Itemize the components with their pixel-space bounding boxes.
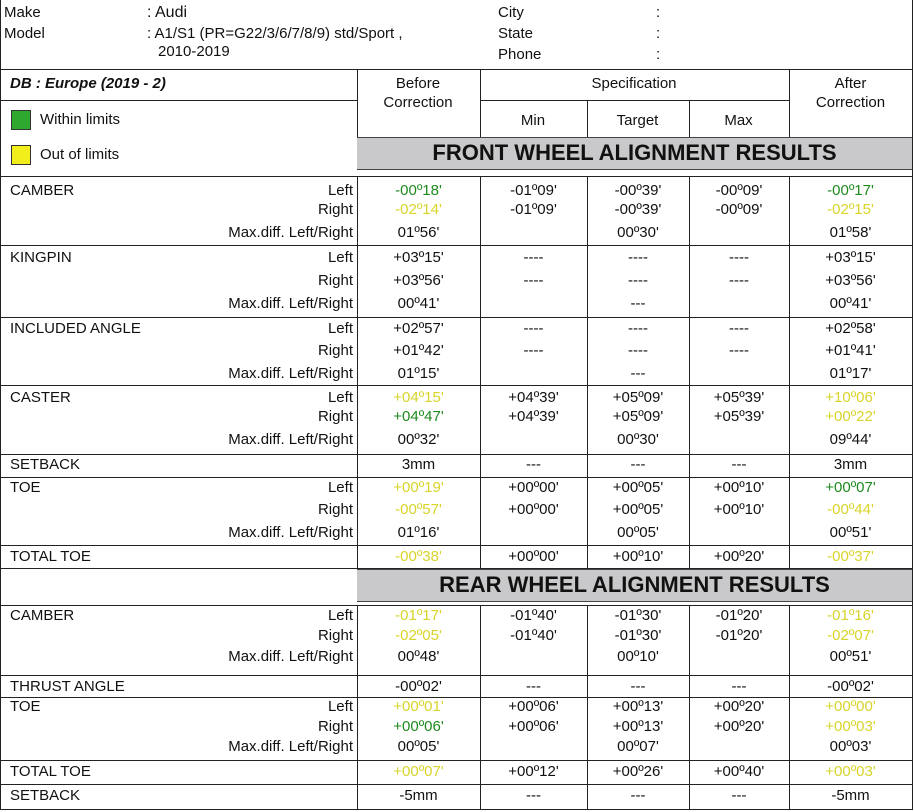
phone-label: Phone [498,46,542,63]
after-value: -02º07' [827,627,874,644]
target-value: --- [630,365,646,382]
after-header-1: After [834,75,867,92]
after-value: -02º15' [827,201,874,218]
min-value: +04º39' [508,408,559,425]
min-value: +00º00' [508,501,559,518]
city-label: City [498,4,524,21]
grid-line [912,0,913,810]
param-label: THRUST ANGLE [10,678,125,695]
before-header-2: Correction [383,94,453,111]
after-value: +02º58' [825,320,876,337]
grid-line [480,100,789,101]
min-value: +00º00' [508,479,559,496]
min-value: +00º06' [508,718,559,735]
after-value: -00º02' [827,678,874,695]
after-value: 00º03' [829,738,872,755]
max-header: Max [724,112,753,129]
param-label: TOTAL TOE [10,548,91,565]
after-value: 00º51' [829,648,872,665]
max-value: +00º20' [713,548,765,565]
after-value: +00º03' [825,718,876,735]
max-value: ---- [729,320,749,337]
param-label: INCLUDED ANGLE [10,320,141,337]
before-value: -01º17' [395,607,442,624]
before-value: +04º47' [393,408,444,425]
grid-line [0,760,913,761]
param-label: SETBACK [10,456,81,473]
side-label: Left [327,320,353,337]
param-label: CAMBER [10,182,75,199]
before-value: 00º32' [397,431,440,448]
max-value: -01º20' [715,607,763,624]
before-value: -02º14' [395,201,442,218]
before-value: 01º56' [397,224,440,241]
max-value: --- [731,456,747,473]
min-value: --- [526,456,541,473]
after-value: +03º56' [825,272,876,289]
db-label: DB : Europe (2019 - 2) [10,75,166,92]
target-value: 00º07' [617,738,659,755]
target-value: +05º09' [612,408,664,425]
grid-line [789,69,790,137]
target-value: ---- [628,272,648,289]
after-value: +00º07' [825,479,876,496]
grid-line [689,100,690,137]
target-value: --- [630,678,646,695]
side-label: Right [317,501,353,518]
within-swatch [11,110,31,130]
max-value: +00º20' [713,698,765,715]
side-label: Max.diff. Left/Right [228,295,353,312]
target-value: ---- [628,342,648,359]
param-label: KINGPIN [10,249,72,266]
grid-line [0,568,913,569]
phone-colon: : [656,46,661,63]
target-value: +00º26' [612,763,664,780]
param-label: TOTAL TOE [10,763,91,780]
target-value: 00º30' [617,431,659,448]
target-value: 00º30' [617,224,659,241]
grid-line [0,477,913,478]
before-value: +04º15' [393,389,444,406]
param-label: TOE [10,698,41,715]
before-value: +00º07' [393,763,444,780]
within-label: Within limits [40,111,121,128]
side-label: Max.diff. Left/Right [228,224,353,241]
after-value: -00º17' [827,182,874,199]
after-value: 01º17' [829,365,872,382]
target-value: -01º30' [614,607,662,624]
side-label: Left [327,389,353,406]
before-header-1: Before [395,75,441,92]
grid-line [0,784,913,785]
model-years: 2010-2019 [158,43,230,60]
before-value: -00º02' [395,678,442,695]
min-value: +00º06' [508,698,559,715]
side-label: Left [327,479,353,496]
max-value: +05º39' [713,389,765,406]
target-value: --- [630,456,646,473]
target-value: --- [630,787,646,804]
max-value: -00º09' [715,201,763,218]
make-label: Make [4,4,41,21]
side-label: Max.diff. Left/Right [228,524,353,541]
before-value: -00º38' [395,548,442,565]
before-value: -00º57' [395,501,442,518]
param-label: TOE [10,479,41,496]
min-value: -01º09' [510,201,557,218]
side-label: Max.diff. Left/Right [228,431,353,448]
target-value: --- [630,295,646,312]
target-value: 00º05' [617,524,659,541]
min-value: --- [526,787,541,804]
param-label: CASTER [10,389,71,406]
max-value: --- [731,787,747,804]
max-value: +00º40' [713,763,765,780]
side-label: Right [317,627,353,644]
grid-line [0,454,913,455]
after-value: 09º44' [829,431,872,448]
grid-line [357,69,358,137]
grid-line [0,605,913,606]
target-value: ---- [628,249,648,266]
min-value: -01º09' [510,182,557,199]
side-label: Right [317,408,353,425]
after-value: +10º06' [825,389,876,406]
min-value: +04º39' [508,389,559,406]
before-value: 01º15' [397,365,440,382]
target-value: ---- [628,320,648,337]
target-value: +00º05' [612,501,664,518]
side-label: Left [327,698,353,715]
spec-header: Specification [591,75,677,92]
grid-line [0,675,913,676]
target-value: +00º13' [612,698,664,715]
state-colon: : [656,25,661,42]
grid-line [0,809,913,810]
after-value: +00º03' [825,763,876,780]
max-value: ---- [729,249,749,266]
before-value: +01º42' [393,342,444,359]
min-header: Min [520,112,546,129]
grid-line [0,385,913,386]
before-value: 00º41' [397,295,440,312]
before-value: +02º57' [393,320,444,337]
max-value: -01º20' [715,627,763,644]
side-label: Max.diff. Left/Right [228,365,353,382]
side-label: Right [317,718,353,735]
max-value: +05º39' [713,408,765,425]
after-value: -01º16' [827,607,874,624]
target-value: -00º39' [614,182,662,199]
side-label: Left [327,607,353,624]
max-value: -00º09' [715,182,763,199]
target-value: 00º10' [617,648,659,665]
before-value: 01º16' [397,524,440,541]
param-label: SETBACK [10,787,81,804]
after-value: +01º41' [825,342,876,359]
side-label: Left [327,249,353,266]
after-value: +03º15' [825,249,876,266]
target-value: +00º05' [612,479,664,496]
out-swatch [11,145,31,165]
before-value: 00º05' [397,738,440,755]
min-value: ---- [523,320,544,337]
grid-line [0,100,357,101]
target-value: +00º10' [612,548,664,565]
side-label: Max.diff. Left/Right [228,738,353,755]
model-label: Model [4,25,45,42]
min-value: -01º40' [510,607,557,624]
target-value: -01º30' [614,627,662,644]
grid-line [587,100,588,137]
grid-line [0,69,913,70]
after-value: 00º41' [829,295,872,312]
side-label: Right [317,272,353,289]
max-value: +00º10' [713,501,765,518]
side-label: Left [327,182,353,199]
after-value: -5mm [831,787,870,804]
max-value: +00º10' [713,479,765,496]
grid-line [0,545,913,546]
before-value: +00º19' [393,479,444,496]
model-value: : A1/S1 (PR=G22/3/6/7/8/9) std/Sport , [147,25,403,42]
grid-line [480,69,481,137]
before-value: -5mm [399,787,438,804]
max-value: --- [731,678,747,695]
after-value: -00º44' [827,501,874,518]
target-value: +05º09' [612,389,664,406]
after-value: -00º37' [827,548,874,565]
target-value: +00º13' [612,718,664,735]
min-value: --- [526,678,541,695]
grid-line [0,245,913,246]
before-value: 00º48' [397,648,440,665]
after-value: 3mm [833,456,868,473]
max-value: +00º20' [713,718,765,735]
state-label: State [498,25,534,42]
side-label: Right [317,201,353,218]
city-colon: : [656,4,661,21]
before-value: +03º15' [393,249,444,266]
after-header-2: Correction [815,94,886,111]
after-value: 00º51' [829,524,872,541]
out-label: Out of limits [40,146,120,163]
max-value: ---- [729,272,749,289]
before-value: 3mm [401,456,436,473]
min-value: -01º40' [510,627,557,644]
side-label: Max.diff. Left/Right [228,648,353,665]
max-value: ---- [729,342,749,359]
before-value: -02º05' [395,627,442,644]
after-value: 01º58' [829,224,872,241]
rear-results-title: REAR WHEEL ALIGNMENT RESULTS [357,569,912,602]
min-value: ---- [523,342,544,359]
make-value: : Audi [147,4,188,21]
front-results-title: FRONT WHEEL ALIGNMENT RESULTS [357,137,912,170]
grid-line [0,0,1,810]
after-value: +00º22' [825,408,876,425]
min-value: +00º00' [508,548,559,565]
target-header: Target [616,112,659,129]
grid-line [0,317,913,318]
min-value: ---- [523,249,544,266]
before-value: +03º56' [393,272,444,289]
param-label: CAMBER [10,607,75,624]
before-value: +00º06' [393,718,444,735]
before-value: +00º01' [393,698,444,715]
min-value: ---- [523,272,544,289]
side-label: Right [317,342,353,359]
target-value: -00º39' [614,201,662,218]
before-value: -00º18' [395,182,442,199]
grid-line [0,176,913,177]
after-value: +00º00' [825,698,876,715]
min-value: +00º12' [508,763,559,780]
